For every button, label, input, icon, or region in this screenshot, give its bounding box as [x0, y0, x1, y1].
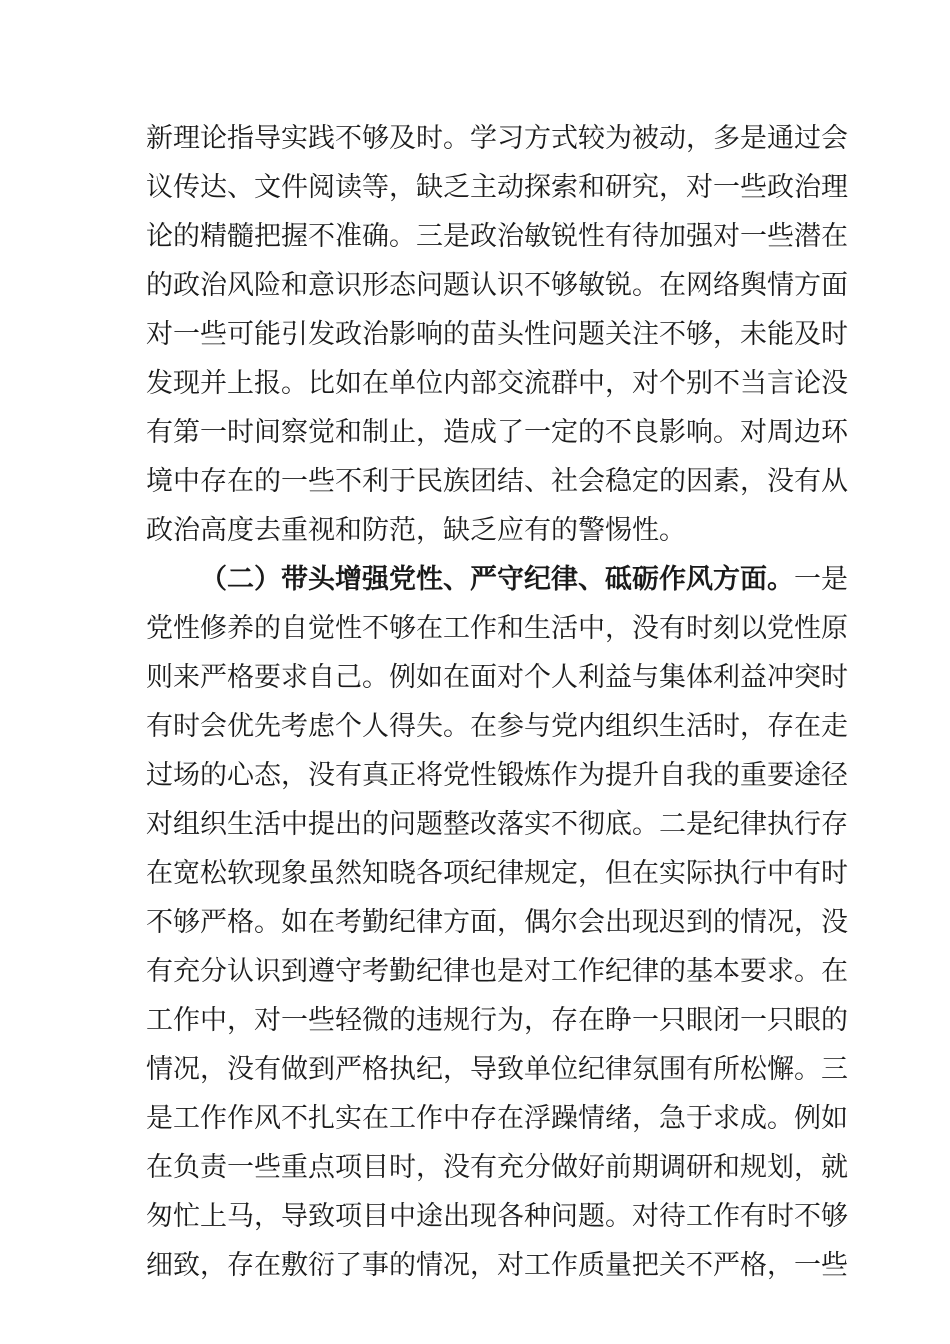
paragraph-line: 工作中，对一些轻微的违规行为，存在睁一只眼闭一只眼的 [146, 1005, 848, 1036]
document-body [146, 114, 848, 1290]
paragraph-line: 有时会优先考虑个人得失。在参与党内组织生活时，存在走 [146, 711, 848, 742]
paragraph-line: 党性修养的自觉性不够在工作和生活中，没有时刻以党性原 [146, 613, 848, 644]
paragraph-line: 则来严格要求自己。例如在面对个人利益与集体利益冲突时 [146, 662, 848, 693]
paragraph-line: 有充分认识到遵守考勤纪律也是对工作纪律的基本要求。在 [146, 956, 848, 987]
paragraph-line: 情况，没有做到严格执纪，导致单位纪律氛围有所松懈。三 [146, 1054, 848, 1085]
paragraph-line: 过场的心态，没有真正将党性锻炼作为提升自我的重要途径 [146, 760, 848, 791]
paragraph-line: 的政治风险和意识形态问题认识不够敏锐。在网络舆情方面 [146, 270, 848, 301]
paragraph-line: 论的精髓把握不准确。三是政治敏锐性有待加强对一些潜在 [146, 221, 848, 252]
section-heading-line [146, 555, 848, 604]
section-heading-tail: 一是 [794, 564, 848, 595]
paragraph-line: 匆忙上马，导致项目中途出现各种问题。对待工作有时不够 [146, 1201, 848, 1232]
paragraph-line: 在宽松软现象虽然知晓各项纪律规定，但在实际执行中有时 [146, 858, 848, 889]
paragraph-line: 有第一时间察觉和制止，造成了一定的不良影响。对周边环 [146, 417, 848, 448]
paragraph-line: 对组织生活中提出的问题整改落实不彻底。二是纪律执行存 [146, 809, 848, 840]
section-heading: （二）带头增强党性、严守纪律、砥砺作风方面。 [200, 564, 794, 595]
paragraph-line: 在负责一些重点项目时，没有充分做好前期调研和规划，就 [146, 1152, 848, 1183]
paragraph-line: 细致，存在敷衍了事的情况，对工作质量把关不严格，一些 [146, 1250, 848, 1281]
paragraph-line: 是工作作风不扎实在工作中存在浮躁情绪，急于求成。例如 [146, 1103, 848, 1134]
paragraph-line: 政治高度去重视和防范，缺乏应有的警惕性。 [146, 515, 686, 546]
paragraph-line: 对一些可能引发政治影响的苗头性问题关注不够，未能及时 [146, 319, 848, 350]
paragraph-line: 新理论指导实践不够及时。学习方式较为被动，多是通过会 [146, 123, 848, 154]
paragraph-line: 议传达、文件阅读等，缺乏主动探索和研究，对一些政治理 [146, 172, 848, 203]
paragraph-line: 不够严格。如在考勤纪律方面，偶尔会出现迟到的情况，没 [146, 907, 848, 938]
paragraph-line: 境中存在的一些不利于民族团结、社会稳定的因素，没有从 [146, 466, 848, 497]
paragraph-line: 发现并上报。比如在单位内部交流群中，对个别不当言论没 [146, 368, 848, 399]
